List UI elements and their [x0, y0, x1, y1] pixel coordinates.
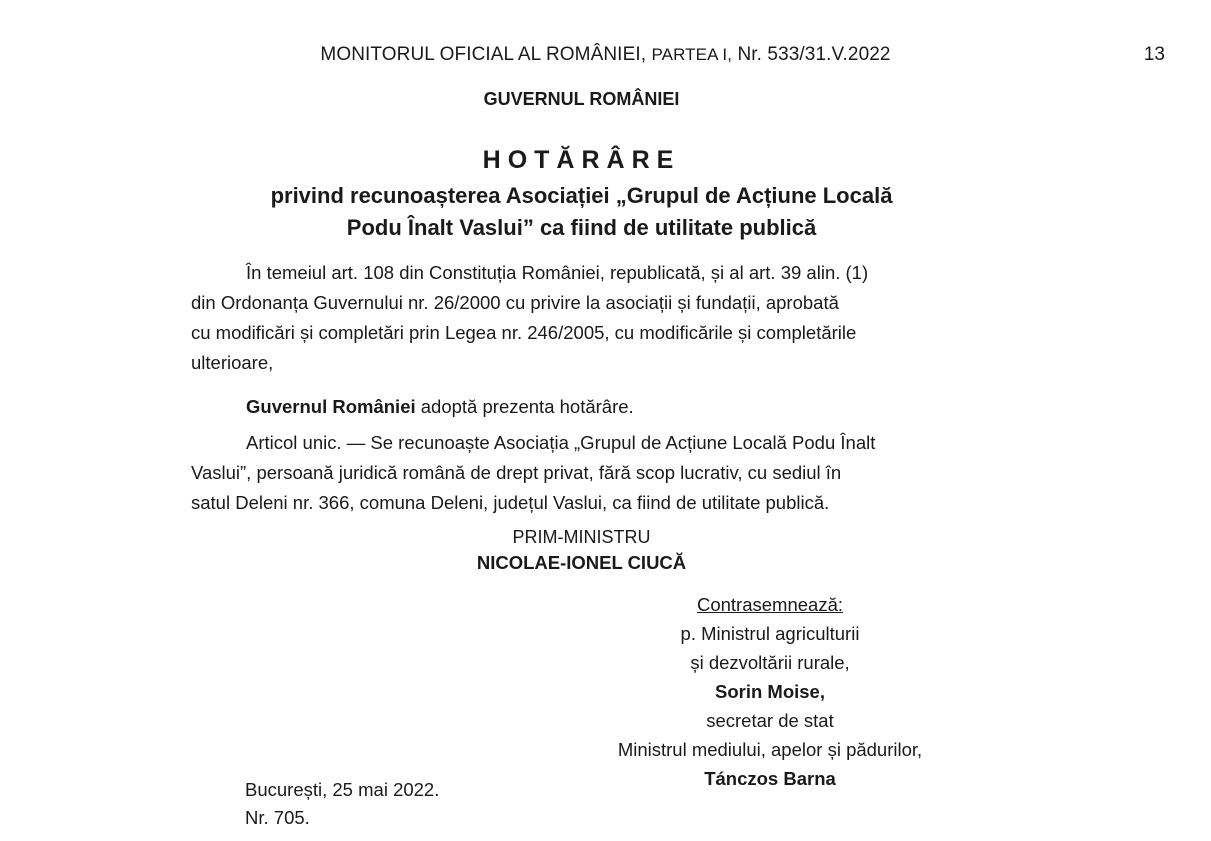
publication-issue: Nr. 533/31.V.2022	[737, 44, 891, 65]
article-line: Articol unic. — Se recunoaște Asociația „Grupul de Acțiune Locală Podu Înalt	[246, 432, 876, 453]
preamble-line: din Ordonanța Guvernului nr. 26/2000 cu privire la asociații și fundații, aprobată	[191, 292, 839, 313]
preamble-line: În temeiul art. 108 din Constituția României, republicată, și al art. 39 alin. (1)	[246, 262, 869, 283]
countersign-heading: Contrasemnează:	[696, 594, 844, 615]
document-title	[0, 180, 1163, 244]
preamble-line: ulterioare,	[191, 352, 274, 373]
page-number: 13	[1143, 44, 1165, 65]
publication-name: MONITORUL OFICIAL AL ROMÂNIEI,	[320, 44, 647, 65]
issuer-heading: GUVERNUL ROMÂNIEI	[483, 89, 680, 109]
preamble-line: cu modificări și completări prin Legea nr. 246/2005, cu modificările și completările	[191, 322, 857, 343]
document-number: Nr. 705.	[245, 807, 310, 828]
countersign-name: Tánczos Barna	[704, 768, 836, 789]
place-date-block	[245, 776, 439, 832]
countersign-line: p. Ministrul agriculturii	[680, 623, 860, 644]
countersign-line: și dezvoltării rurale,	[690, 652, 850, 673]
countersign-title: secretar de stat	[706, 710, 834, 731]
article-line: Vaslui”, persoană juridică română de drept privat, fără scop lucrativ, cu sediul în	[191, 462, 842, 483]
countersign-line: Ministrul mediului, apelor și pădurilor,	[617, 739, 923, 760]
countersign-name: Sorin Moise,	[715, 681, 825, 702]
running-header	[0, 44, 1211, 66]
adoption-subject: Guvernul României	[246, 396, 416, 417]
adoption-line	[191, 392, 971, 422]
document-title-line: Podu Înalt Vaslui” ca fiind de utilitate publică	[346, 215, 817, 240]
article-line: satul Deleni nr. 366, comuna Deleni, județul Vaslui, ca fiind de utilitate publică.	[191, 492, 830, 513]
publication-part: PARTEA I,	[651, 45, 733, 64]
countersignature-block	[560, 590, 980, 793]
place-date: București, 25 mai 2022.	[245, 779, 440, 800]
preamble-paragraph	[191, 258, 971, 378]
adoption-text: adoptă prezenta hotărâre.	[415, 396, 634, 417]
signatory-name: NICOLAE-IONEL CIUCĂ	[476, 552, 687, 573]
article-paragraph	[191, 428, 971, 518]
signatory-role: PRIM-MINISTRU	[512, 527, 651, 547]
document-type: HOTĂRÂRE	[482, 146, 681, 174]
document-title-line: privind recunoașterea Asociației „Grupul de Acțiune Locală	[270, 183, 893, 208]
adoption-paragraph	[191, 392, 971, 422]
